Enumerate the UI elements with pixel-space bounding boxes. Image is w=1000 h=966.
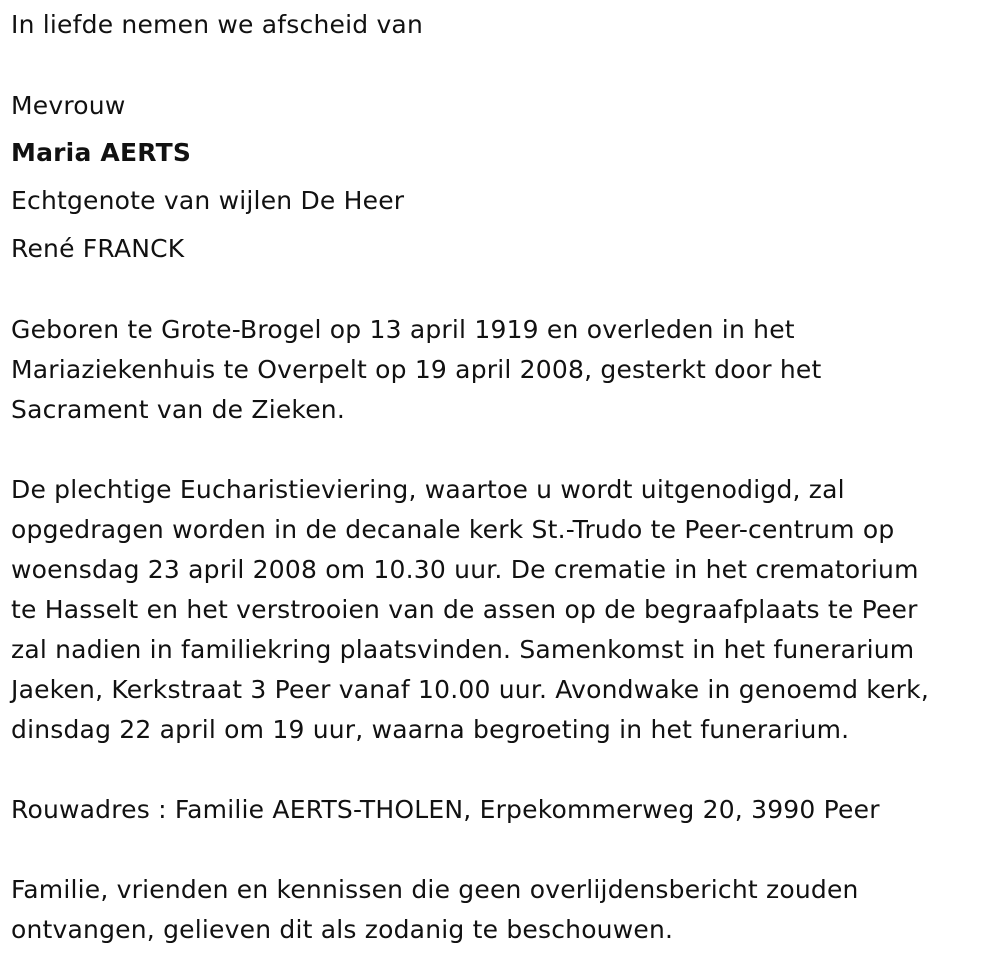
intro-text: In liefde nemen we afscheid van bbox=[11, 10, 423, 39]
paragraph-line: opgedragen worden in de decanale kerk St.-Trudo te Peer-centrum op bbox=[11, 515, 895, 544]
spouse-name: René FRANCK bbox=[11, 234, 185, 263]
paragraph-line: dinsdag 22 april om 19 uur, waarna begroeting in het funerarium. bbox=[11, 715, 850, 744]
paragraph-line: ontvangen, gelieven dit als zodanig te beschouwen. bbox=[11, 915, 674, 944]
honorific: Mevrouw bbox=[11, 91, 126, 120]
paragraph-line: te Hasselt en het verstrooien van de assen op de begraafplaats te Peer bbox=[11, 595, 918, 624]
paragraph-line: Mariaziekenhuis te Overpelt op 19 april 2008, gesterkt door het bbox=[11, 355, 822, 384]
paragraph-line: Jaeken, Kerkstraat 3 Peer vanaf 10.00 uur. Avondwake in genoemd kerk, bbox=[11, 675, 929, 704]
paragraph-line: De plechtige Eucharistieviering, waartoe u wordt uitgenodigd, zal bbox=[11, 475, 845, 504]
mourning-address: Rouwadres : Familie AERTS-THOLEN, Erpekommerweg 20, 3990 Peer bbox=[11, 795, 880, 824]
paragraph-line: Sacrament van de Zieken. bbox=[11, 395, 345, 424]
paragraph-line: Familie, vrienden en kennissen die geen overlijdensbericht zouden bbox=[11, 875, 859, 904]
paragraph-line: Geboren te Grote-Brogel op 13 april 1919 en overleden in het bbox=[11, 315, 795, 344]
relation-text: Echtgenote van wijlen De Heer bbox=[11, 186, 405, 215]
deceased-name: Maria AERTS bbox=[11, 138, 192, 167]
paragraph-line: zal nadien in familiekring plaatsvinden. Samenkomst in het funerarium bbox=[11, 635, 915, 664]
paragraph-line: woensdag 23 april 2008 om 10.30 uur. De crematie in het crematorium bbox=[11, 555, 919, 584]
